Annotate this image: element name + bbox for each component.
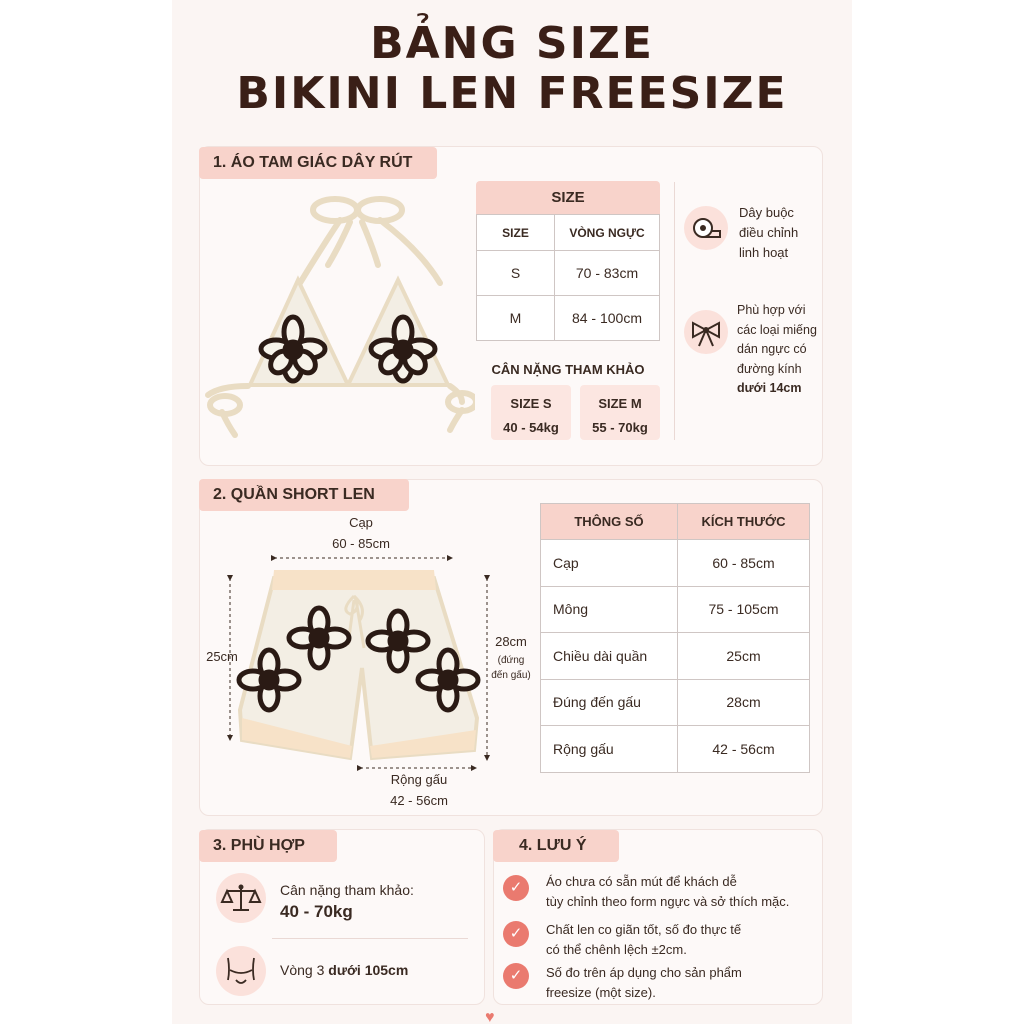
note-line: Dây buộc: [739, 205, 794, 220]
spec-cell: Chiều dài quần: [541, 633, 678, 680]
check-icon: ✓: [503, 875, 529, 901]
waist-label: Cạp: [349, 515, 373, 530]
note-line: freesize (một size).: [546, 985, 656, 1000]
title-line-2: BIKINI LEN FREESIZE: [236, 68, 788, 119]
note-line: tùy chỉnh theo form ngực và sở thích mặc.: [546, 894, 790, 909]
note-item: [546, 963, 742, 1003]
measure-cell: 28cm: [678, 679, 810, 726]
divider: [674, 182, 675, 440]
weight-size-label: SIZE S: [510, 396, 552, 411]
spec-cell: Đúng đến gấu: [541, 679, 678, 726]
note-line: dán ngực có: [737, 342, 807, 356]
fit-weight-value: 40 - 70kg: [280, 902, 353, 921]
weight-size-label: SIZE M: [598, 396, 642, 411]
note-line: Áo chưa có sẵn mút để khách dễ: [546, 874, 737, 889]
note-line: điều chỉnh: [739, 225, 799, 240]
waist-value: 60 - 85cm: [332, 536, 390, 551]
table-row: [541, 679, 810, 726]
fit-hip-value: dưới 105cm: [328, 962, 409, 978]
weight-range: 55 - 70kg: [592, 420, 648, 435]
weight-range: 40 - 54kg: [503, 420, 559, 435]
section-4-tag: 4. LƯU Ý: [493, 830, 619, 862]
fit-hip-label: Vòng 3: [280, 962, 329, 978]
length-right-note: (đứng: [497, 655, 525, 666]
measuring-tape-icon: [684, 206, 728, 250]
col-header-size: SIZE: [477, 215, 555, 251]
spec-cell: Rộng gấu: [541, 726, 678, 773]
section-1-tag: 1. ÁO TAM GIÁC DÂY RÚT: [199, 147, 437, 179]
note-line: Phù hợp với: [737, 303, 806, 317]
hem-label: Rộng gấu: [390, 772, 448, 787]
measure-cell: 25cm: [678, 633, 810, 680]
length-right-value: 28cm: [495, 634, 527, 649]
size-table-title: SIZE: [476, 181, 660, 214]
note-line: Số đo trên áp dụng cho sản phẩm: [546, 965, 742, 980]
measure-cell: 75 - 105cm: [678, 586, 810, 633]
check-icon: ✓: [503, 921, 529, 947]
bust-size-table: [476, 214, 660, 341]
note-line: có thể chênh lệch ±2cm.: [546, 942, 687, 957]
table-row: [541, 633, 810, 680]
check-icon: ✓: [503, 963, 529, 989]
section-3-tag: 3. PHÙ HỢP: [199, 830, 337, 862]
bust-cell: 70 - 83cm: [555, 251, 660, 296]
spec-cell: Cạp: [541, 540, 678, 587]
size-cell: S: [477, 251, 555, 296]
measure-cell: 42 - 56cm: [678, 726, 810, 773]
col-header-spec: THÔNG SỐ: [541, 504, 678, 540]
hem-value: 42 - 56cm: [390, 793, 448, 808]
length-right-note: đến gấu): [491, 670, 531, 681]
table-row: [541, 586, 810, 633]
note-adjustable-ties: [739, 203, 798, 263]
note-bold: dưới 14cm: [737, 381, 802, 395]
section-2-tag: 2. QUẦN SHORT LEN: [199, 479, 409, 511]
note-item: [546, 872, 789, 912]
note-item: [546, 920, 741, 960]
note-line: Chất len co giãn tốt, số đo thực tế: [546, 922, 742, 937]
weight-box-m: [580, 385, 660, 440]
measure-cell: 60 - 85cm: [678, 540, 810, 587]
note-line: linh hoạt: [739, 245, 789, 260]
fit-hip: [280, 960, 408, 980]
table-row: [477, 296, 660, 341]
bikini-top-illustration: [200, 190, 475, 445]
heart-icon: ♥: [485, 1009, 495, 1024]
bust-cell: 84 - 100cm: [555, 296, 660, 341]
weight-box-s: [491, 385, 571, 440]
scale-icon: [216, 873, 266, 923]
note-line: các loại miếng: [737, 322, 817, 337]
shorts-measurement-table: [540, 503, 810, 773]
bow-icon: [684, 310, 728, 354]
shorts-illustration: [222, 550, 492, 775]
col-header-measure: KÍCH THƯỚC: [678, 504, 810, 540]
table-row: [477, 251, 660, 296]
section-3-divider: [272, 938, 468, 939]
length-left-value: 25cm: [206, 649, 238, 664]
title-line-1: BẢNG SIZE: [370, 18, 654, 69]
note-line: đường kính: [737, 361, 802, 376]
size-cell: M: [477, 296, 555, 341]
col-header-bust: VÒNG NGỰC: [555, 215, 660, 251]
spec-cell: Mông: [541, 586, 678, 633]
table-row: [541, 726, 810, 773]
table-row: [541, 540, 810, 587]
note-nipple-cover: [737, 301, 817, 399]
hip-icon: [216, 946, 266, 996]
weight-reference-label: CÂN NẶNG THAM KHẢO: [491, 362, 645, 377]
fit-weight-label: Cân nặng tham khảo:: [280, 882, 414, 898]
